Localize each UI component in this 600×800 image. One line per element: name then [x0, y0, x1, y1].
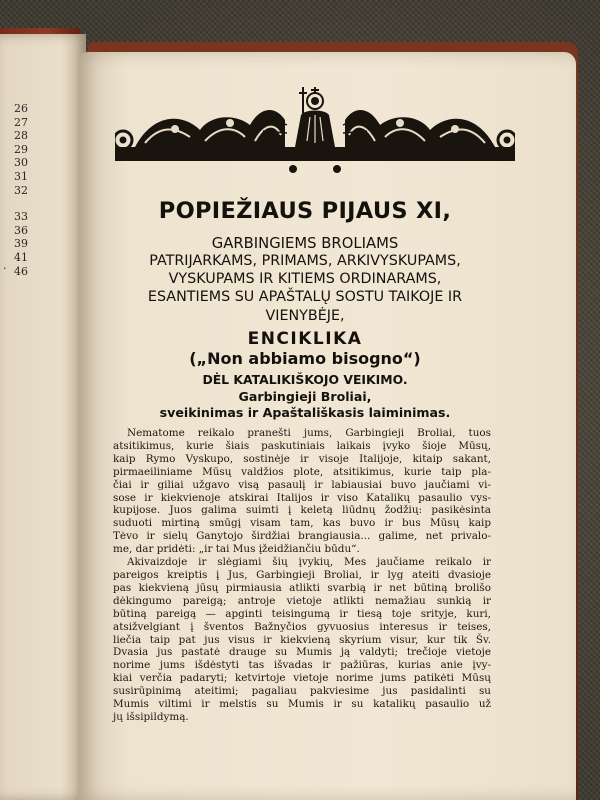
index-number: 41 [14, 250, 28, 264]
text-line: čiai ir giliai užgavo visą pasaulį ir labiausiai buvo jaučiami vi- [113, 478, 491, 491]
text-line: susirūpinimą ateitimi; pagaliau pakviesime jus pasidalinti su [113, 685, 491, 698]
text-line: dėkingumo pareigą; antroje vietoje atlikti nemažiau sunkią ir [113, 594, 491, 607]
left-page-stray-mark: . [3, 259, 7, 272]
text-line: atsitikimus, kurie šiais paskutiniais laikais įvyko šioje Mūsų, [113, 439, 491, 452]
index-number: 30 [14, 156, 28, 170]
text-line: pirmaeiliniame Mūsų valdžios plote, atsitikimus, kurie taip pla- [113, 465, 491, 478]
index-number: 26 [14, 102, 28, 115]
index-number: 27 [14, 115, 28, 129]
encyclical-heading: ENCIKLIKA [247, 329, 363, 349]
text-line: sose ir kiekvienoje atskirai Italijos ir viso Katalikų pasaulio vys- [113, 491, 491, 504]
index-number: 32 [14, 183, 28, 197]
text-line: liečia taip pat jus visus ir kiekvieną skyrium visur, kur tik Šv. [113, 633, 491, 646]
text-line: Tėvo ir sielų Ganytojo širdžiai brangiausia... galime, net privalo- [113, 530, 491, 543]
address-line: VYSKUPAMS IR KITIEMS ORDINARAMS, [168, 271, 442, 287]
text-line: kaip Rymo Vyskupo, sostinėje ir visoje Italijoje, kitaip sakant, [113, 452, 491, 465]
paragraph-2 [113, 556, 491, 724]
text-line: pareigos kreiptis į Jus, Garbingieji Broliai, ir lyg ateiti dvasioje [113, 568, 491, 581]
index-number: 33 [14, 210, 28, 224]
text-line: pas kiekvieną jūsų pirmiausia atlikti svarbią ir net būtiną brolišo [113, 581, 491, 594]
text-line: Mumis viltimi ir melstis su Mumis ir su katalikų pasaulio už [113, 698, 491, 711]
text-line: būtiną pareigą — apginti teisingumą ir tiesą toje srityje, kuri, [113, 607, 491, 620]
index-number: 29 [14, 142, 28, 156]
address-line: GARBINGIEMS BROLIAMS [211, 235, 399, 252]
address-line: ESANTIEMS SU APAŠTALŲ SOSTU TAIKOJE IR [147, 289, 463, 305]
text-line: Nematome reikalo pranešti jums, Garbingieji Broliai, tuos [127, 427, 491, 439]
encyclical-author-title: POPIEŽIAUS PIJAUS XI, [158, 198, 452, 224]
text-line: norime jums išdėstyti tas išvadas ir pažiūras, kurias anie įvy- [113, 659, 491, 672]
index-number: 36 [14, 223, 28, 237]
text-line: jų išsipildymą. [113, 710, 189, 723]
greeting: sveikinimas ir Apaštališkasis laiminimas. [159, 405, 451, 420]
salutation: Garbingieji Broliai, [238, 389, 372, 404]
index-number: 46 [14, 264, 28, 278]
text-line: me, dar pridėti: „ir tai Mus įžeidžiančiu būdu“. [113, 543, 360, 556]
encyclical-body [113, 427, 491, 724]
index-number: 31 [14, 169, 28, 183]
index-number: 28 [14, 129, 28, 143]
text-line: Dvasia jus pastatė drauge su Mumis ją valdyti; trečioje vietoje [113, 646, 491, 659]
text-line: suduoti mirtiną smūgį visam tam, kas buvo ir bus Mūsų kaip [113, 517, 491, 530]
text-line: kiai verčia padaryti; ketvirtoje vietoje norime jums patikėti Mūsų [113, 672, 491, 685]
ornamental-header-engraving [115, 85, 515, 180]
index-number: 39 [14, 237, 28, 251]
text-line: Akivaizdoje ir slėgiami šių įvykių, Mes jaučiame reikalo ir [127, 556, 491, 569]
text-line: atsižvelgiant į šventos Bažnyčios gyvuosius interesus ir teises, [113, 620, 491, 633]
encyclical-latin-title: („Non abbiamo bisogno“) [189, 349, 421, 368]
text-line: kupijose. Juos galima suimti į keletą liūdnų žodžių: pasikėsinta [113, 504, 491, 517]
paragraph-1 [113, 427, 491, 556]
address-line: PATRIJARKAMS, PRIMAMS, ARKIVYSKUPAMS, [149, 253, 461, 269]
encyclical-topic: DĖL KATALIKIŠKOJO VEIKIMO. [202, 372, 408, 387]
address-line: VIENYBĖJE, [265, 308, 345, 324]
